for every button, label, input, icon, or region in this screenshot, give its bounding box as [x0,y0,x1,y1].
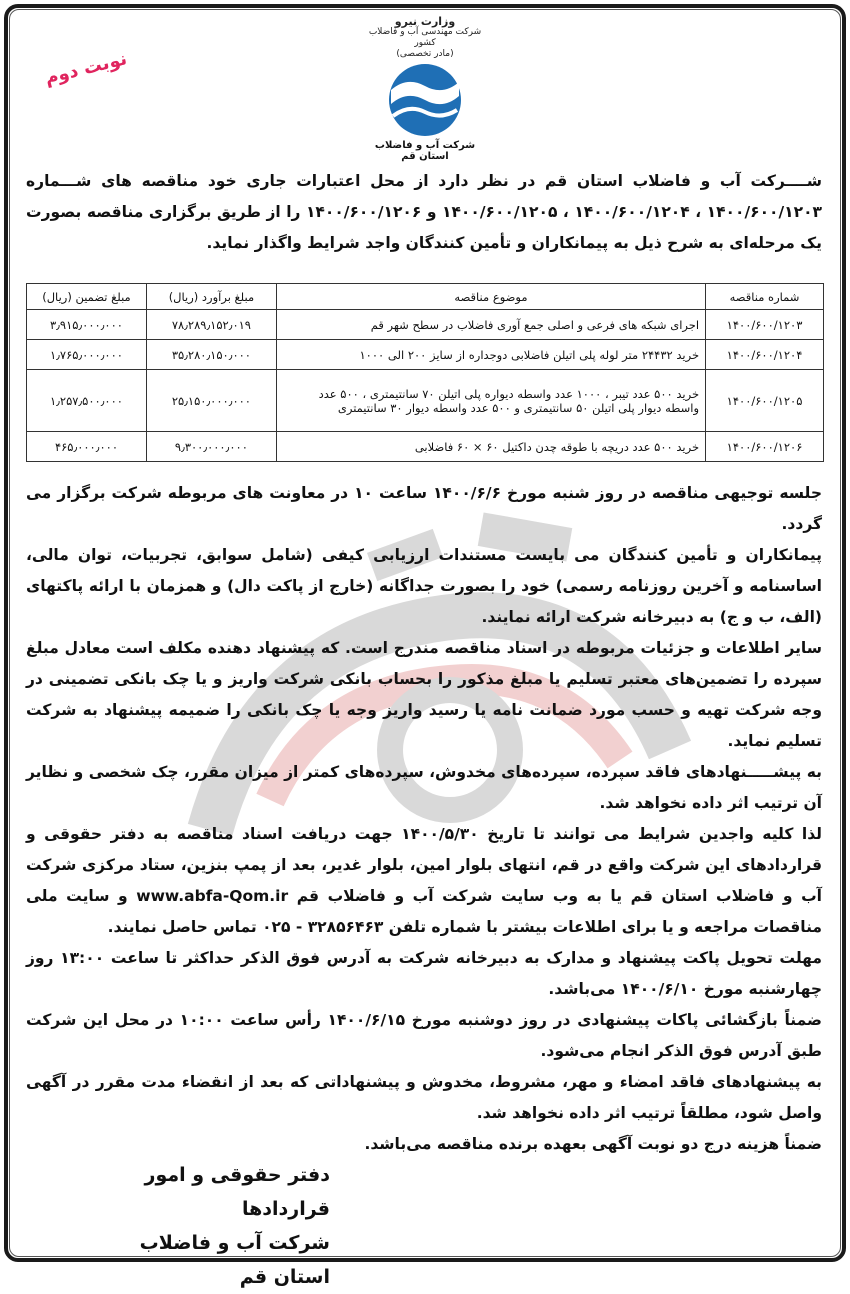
header-estimate: مبلغ برآورد (ریال) [146,284,276,310]
table-row [27,370,824,432]
tender-estimate: ۳۵٫۲۸۰٫۱۵۰٫۰۰۰ [146,340,276,370]
signature-company: شرکت آب و فاضلاب استان قم [139,1232,330,1288]
tender-guarantee: ۱٫۲۵۷٫۵۰۰٫۰۰۰ [27,370,147,432]
tender-guarantee: ۴۶۵٫۰۰۰٫۰۰۰ [27,432,147,462]
tender-number: ۱۴۰۰/۶۰۰/۱۲۰۶ [706,432,824,462]
tender-subject: اجرای شبکه های فرعی و اصلی جمع آوری فاضلاب در سطح شهر قم [276,310,705,340]
header-guarantee: مبلغ تضمین (ریال) [27,284,147,310]
tender-guarantee: ۳٫۹۱۵٫۰۰۰٫۰۰۰ [27,310,147,340]
logo-block [360,15,490,162]
table-row [27,310,824,340]
qualification-paragraph: پیمانکاران و تأمین کنندگان می بایست مستندات ارزیابی کیفی (شامل سوابق، تجربیات، توان مالی، اساسنامه و آخرین روزنامه رسمی) خود را بصورت جداگانه (خارج از پاکت دال) و همزمان با ارائه پاکتهای (الف، ب و ج) به دبیرخانه شرکت ارائه نمایند. [26,546,822,626]
tender-estimate: ۹٫۳۰۰٫۰۰۰٫۰۰۰ [146,432,276,462]
org-name-label: شرکت آب و فاضلاب استان قم [374,140,476,162]
briefing-paragraph: جلسه توجیهی مناقصه در روز شنبه مورخ ۱۴۰۰/۶/۶ ساعت ۱۰ در معاونت های مربوطه شرکت برگزار می گردد. [26,484,822,533]
ministry-label: وزارت نیرو [394,15,456,28]
table-row [27,340,824,370]
rejection-paragraph: به پیشنهادهای فاقد امضاء و مهر، مشروط، مخدوش و پیشنهاداتی که بعد از انقضاء مدت مقرر در آگهی واصل شود، مطلقاً ترتیب اثر داده نخواهد شد. [26,1073,822,1122]
header-subject: موضوع مناقصه [276,284,705,310]
tender-guarantee: ۱٫۷۶۵٫۰۰۰٫۰۰۰ [27,340,147,370]
opening-paragraph: ضمناً بازگشائی پاکات پیشنهادی در روز دوشنبه مورخ ۱۴۰۰/۶/۱۵ رأس ساعت ۱۰:۰۰ در محل این شرکت طبق آدرس فوق الذکر انجام می‌شود. [26,1011,822,1060]
tenders-table [26,283,824,462]
invalid-deposit-paragraph: به پیشـــــنهادهای فاقد سپرده، سپرده‌های مخدوش، سپرده‌های کمتر از میزان مقرر، چک شخصی و نظایر آن ترتیب اثر داده نخواهد شد. [26,763,822,812]
parent-company-label: (مادر تخصصی) [396,49,454,59]
table-header-row [27,284,824,310]
tender-subject: خرید ۲۴۴۳۲ متر لوله پلی اتیلن فاضلابی دوجداره از سایز ۲۰۰ الی ۱۰۰۰ [276,340,705,370]
tender-subject: خرید ۵۰۰ عدد دریچه با طوقه چدن داکتیل ۶۰ × ۶۰ فاضلابی [276,432,705,462]
table-row [27,432,824,462]
round-label: نوبت دوم [42,48,130,89]
intro-paragraph: شــــرکت آب و فاضلاب استان قم در نظر دارد از محل اعتبارات جاری خود مناقصه های شـــماره ۱۴۰۰/۶۰۰/۱۲۰۳ ، ۱۴۰۰/۶۰۰/۱۲۰۴ ، ۱۴۰۰/۶۰۰/۱۲۰۵ و ۱۴۰۰/۶۰۰/۱۲۰۶ را از طریق برگزاری مناقصه بصورت یک مرحله‌ای به شرح ذیل به پیمانکاران و تأمین کنندگان واجد شرایط واگذار نماید. [26,172,822,252]
tender-number: ۱۴۰۰/۶۰۰/۱۲۰۵ [706,370,824,432]
tender-subject: خرید ۵۰۰ عدد تیبر ، ۱۰۰۰ عدد واسطه دیواره پلی اتیلن ۷۰ سانتیمتری ، ۵۰۰ عدد واسطه دیوار پلی اتیلن ۵۰ سانتیمتری و ۵۰۰ عدد واسطه دیوار ۳۰ سانتیمتری [276,370,705,432]
fee-paragraph: ضمناً هزینه درج دو نوبت آگهی بعهده برنده مناقصه می‌باشد. [364,1135,822,1153]
documents-paragraph: لذا کلیه واجدین شرایط می توانند تا تاریخ ۱۴۰۰/۵/۳۰ جهت دریافت اسناد مناقصه به دفتر حقوقی و قراردادهای این شرکت واقع در قم، انتهای بلوار امین، بلوار غدیر، بعد از پمپ بنزین، ستاد مرکزی شرکت آب و فاضلاب استان قم یا به وب سایت شرکت آب و فاضلاب قم www.abfa-Qom.ir و سایت ملی مناقصات مراجعه و یا برای اطلاعات بیشتر با شماره تلفن ۳۲۸۵۶۴۶۳ - ۰۲۵ تماس حاصل نمایند. [26,825,822,936]
deadline-paragraph: مهلت تحویل پاکت پیشنهاد و مدارک به دبیرخانه شرکت به آدرس فوق الذکر حداکثر تا ساعت ۱۳:۰۰ روز چهارشنبه مورخ ۱۴۰۰/۶/۱۰ می‌باشد. [26,949,822,998]
tender-number: ۱۴۰۰/۶۰۰/۱۲۰۳ [706,310,824,340]
tender-estimate: ۲۵٫۱۵۰٫۰۰۰٫۰۰۰ [146,370,276,432]
header-number: شماره مناقصه [706,284,824,310]
tender-estimate: ۷۸٫۲۸۹٫۱۵۲٫۰۱۹ [146,310,276,340]
deposit-paragraph: سایر اطلاعات و جزئیات مربوطه در اسناد مناقصه مندرج است. که پیشنهاد دهنده مکلف است معادل مبلغ سپرده را تضمین‌های معتبر تسلیم یا مبلغ مذکور را بحساب بانکی شرکت واریز و یا چک بانکی تضمینی در وجه شرکت تهیه و حسب مورد ضمانت نامه یا رسید واریز وجه یا چک بانکی را ضمیمه پیشنهاد به شرکت تسلیم نماید. [26,639,822,750]
terms-body [26,478,822,1160]
tender-number: ۱۴۰۰/۶۰۰/۱۲۰۴ [706,340,824,370]
signature-department: دفتر حقوقی و امور قراردادها [144,1164,330,1220]
water-logo-icon [387,62,463,138]
national-company-label: شرکت مهندسی آب و فاضلاب کشور [368,27,482,48]
signature-block [90,1158,330,1294]
